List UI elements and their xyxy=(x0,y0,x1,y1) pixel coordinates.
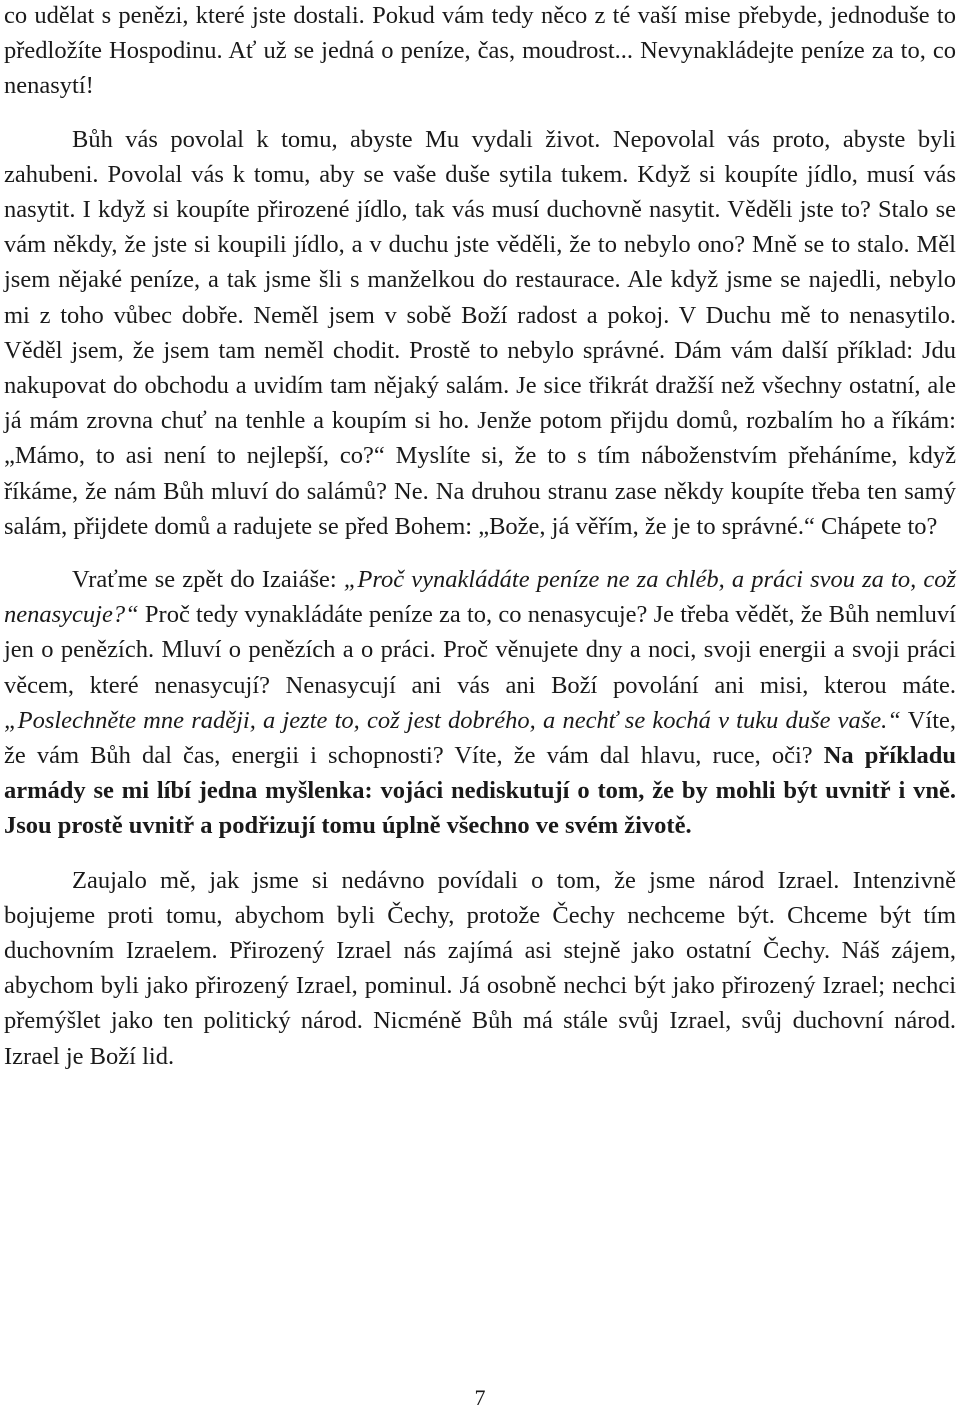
isaiah-after-text: Víte, že vám Bůh dal čas, energii i schopnosti? Víte, že vám dal hlavu, ruce, oči? xyxy=(4,706,956,770)
paragraph-continuation: co udělat s penězi, které jste dostali. Pokud vám tedy něco z té vaší mise přebyde, jednoduše to předložíte Hospodinu. Ať už se jedná o peníze, čas, moudrost... Nevynakládejte peníze za to, co nenasytí! xyxy=(4,2,956,100)
paragraph-israel: Zaujalo mě, jak jsme si nedávno povídali o tom, že jsme národ Izrael. Intenzivně bojujeme proti tomu, abychom byli Čechy, protože Čechy nechceme být. Chceme být tím duchovním Izraelem. Přirozený Izrael nás zajímá asi stejně jako ostatní Čechy. Náš zájem, abychom byli jako přirozený Izrael, pominul. Já osobně nechci být jako přirozený Izrael; nechci přemýšlet jako ten politický národ. Nicméně Bůh má stále svůj Izrael, svůj duchovní národ. Izrael je Boží lid. xyxy=(4,866,956,1070)
paragraph-calling: Bůh vás povolal k tomu, abyste Mu vydali život. Nepovolal vás proto, abyste byli zahubeni. Povolal vás k tomu, aby se vaše duše sytila tukem. Když si koupíte jídlo, musí vás nasytit. I když si koupíte přirozené jídlo, tak vás musí duchovně nasytit. Věděli jste to? Stalo se vám někdy, že jste si koupili jídlo, a v duchu jste věděli, že to nebylo ono? Mně se to stalo. Měl jsem nějaké peníze, a tak jsme šli s manželkou do restaurace. Ale když jsme se najedli, nebylo mi z toho vůbec dobře. Neměl jsem v sobě Boží radost a pokoj. V Duchu mě to nenasytilo. Věděl jsem, že jsem tam neměl chodit. Prostě to nebylo správné. Dám vám další příklad: Jdu nakupovat do obchodu a uvidím tam nějaký salám. Je sice třikrát dražší než všechny ostatní, ale já mám zrovna chuť na tenhle a koupím si ho. Jenže potom přijdu domů, rozbalím ho a říkám: „Mámo, to asi není to nejlepší, co?“ Myslíte si, že to s tím náboženstvím přeháníme, když říkáme, že nám Bůh mluví do salámů? Ne. Na druhou stranu zase někdy koupíte třeba ten samý salám, přijdete domů a radujete se před Bohem: „Bože, já věřím, že je to správné.“ Chápete to? xyxy=(4,125,956,540)
paragraph-isaiah xyxy=(4,562,956,844)
isaiah-middle-text: Proč tedy vynakládáte peníze za to, co nenasycuje? Je třeba vědět, že Bůh nemluví jen o penězích. Mluví o penězích a o práci. Proč věnujete dny a noci, svoji energii a svoji práci věcem, které nenasycují? Nenasycují ani vás ani Boží povolání ani misi, kterou máte. xyxy=(4,601,956,699)
isaiah-quote: „Proč vynakládáte peníze ne za chléb, a práci svou za to, což nenasycuje?“ xyxy=(4,566,956,629)
army-emphasis: Na příkladu armády se mi líbí jedna myšlenka: vojáci nediskutují o tom, že by mohli být uvnitř i vně. Jsou prostě uvnitř a podřizují tomu úplně všechno ve svém životě. xyxy=(4,742,956,840)
listen-quote: „Poslechněte mne raději, a jezte to, což jest dobrého, a nechť se kochá v tuku duše vaše.“ xyxy=(4,706,901,734)
page-number: 7 xyxy=(474,1385,486,1410)
isaiah-lead-text: Vraťme se zpět do Izaiáše: xyxy=(72,566,344,594)
document-page xyxy=(4,0,956,1074)
